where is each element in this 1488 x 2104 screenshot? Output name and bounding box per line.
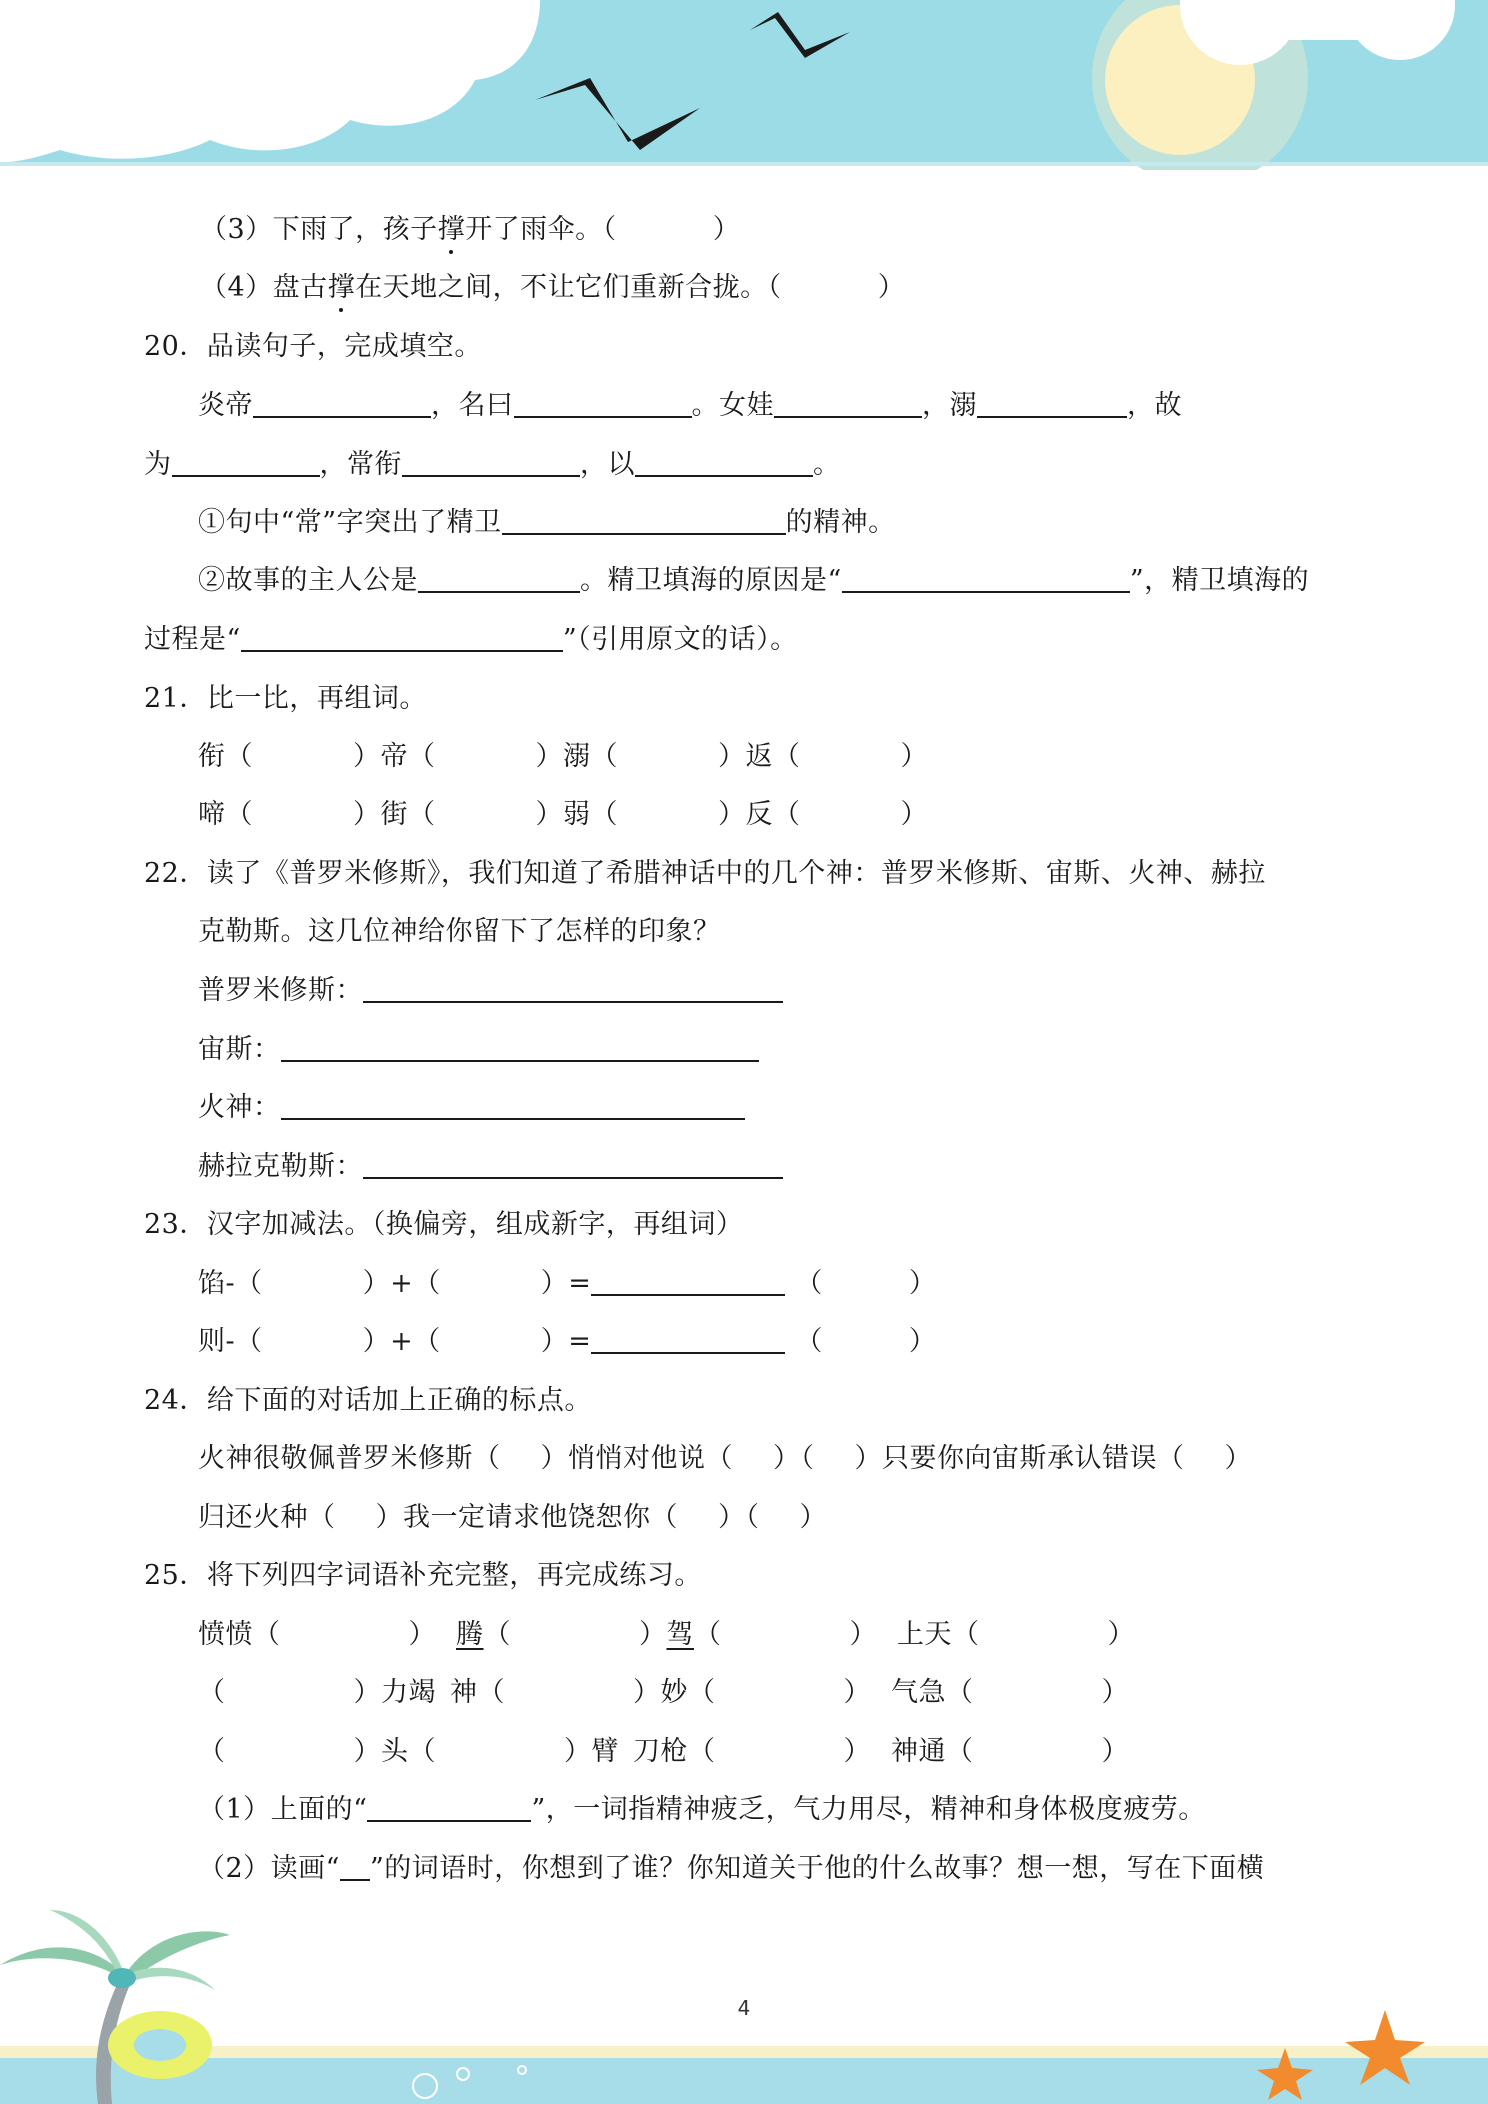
q25-sub-1: （1）上面的“ ”，一词指精神疲乏，气力用尽，精神和身体极度疲劳。 bbox=[198, 1794, 1206, 1825]
q22-answer-prometheus: 普罗米修斯： bbox=[198, 974, 783, 1008]
q20-line-1: 炎帝 ，名曰 。女娃 ，溺 ，故 bbox=[198, 390, 1182, 421]
q23-title: 23．汉字加减法。（换偏旁，组成新字，再组词） bbox=[144, 1209, 744, 1240]
swim-ring-icon bbox=[108, 2011, 212, 2079]
q24-line-1: 火神很敬佩普罗米修斯（ ）悄悄对他说（ ）（ ）只要你向宙斯承认错误（ ） bbox=[198, 1443, 1252, 1474]
q19-item-3: （3）下雨了，孩子撑开了雨伞。（ ） bbox=[200, 214, 741, 245]
q22-line-2: 克勒斯。这几位神给你留下了怎样的印象？ bbox=[198, 916, 721, 947]
q23-row-1: 馅-（ ）+（ ）= （ ） bbox=[198, 1268, 937, 1299]
q23-row-2: 则-（ ）+（ ）= （ ） bbox=[198, 1326, 937, 1357]
q25-row-2: （ ）力竭 神（ ）妙（ ） 气急（ ） bbox=[198, 1677, 1129, 1708]
footer-banner bbox=[0, 1880, 1488, 2104]
sand-band bbox=[0, 2046, 1488, 2058]
q24-line-2: 归还火种（ ）我一定请求他饶恕你（ ）（ ） bbox=[198, 1502, 827, 1533]
q24-title: 24．给下面的对话加上正确的标点。 bbox=[144, 1385, 592, 1416]
q25-sub-2: （2）读画“ ”的词语时，你想到了谁？你知道关于他的什么故事？想一想，写在下面横 bbox=[198, 1853, 1265, 1884]
q19-item-4: （4）盘古撑在天地之间，不让它们重新合拢。（ ） bbox=[200, 272, 906, 303]
q20-line-5: 过程是“ ”（引用原文的话）。 bbox=[144, 624, 798, 655]
page-number: 4 bbox=[737, 1996, 751, 2020]
sea-band bbox=[0, 2058, 1488, 2104]
q22-line-1: 22．读了《普罗米修斯》，我们知道了希腊神话中的几个神：普罗米修斯、宙斯、火神、赫拉 bbox=[144, 858, 1266, 889]
q25-row-1: 愤愤（ ） 腾（ ）驾（ ） 上天（ ） bbox=[198, 1619, 1135, 1650]
q20-line-3: ①句中“常”字突出了精卫 的精神。 bbox=[198, 507, 896, 538]
q21-row-1: 衔（ ）帝（ ）溺（ ）返（ ） bbox=[198, 741, 928, 772]
q20-title: 20．品读句子，完成填空。 bbox=[144, 331, 482, 362]
q22-answer-hercules: 赫拉克勒斯： bbox=[198, 1150, 783, 1184]
q20-line-2: 为 ，常衔 ，以 。 bbox=[144, 449, 841, 480]
q21-row-2: 啼（ ）街（ ）弱（ ）反（ ） bbox=[198, 799, 928, 830]
q22-answer-zeus: 宙斯： bbox=[198, 1033, 759, 1067]
q25-title: 25．将下列四字词语补充完整，再完成练习。 bbox=[144, 1560, 702, 1591]
q25-row-3: （ ）头（ ）臂 刀枪（ ） 神通（ ） bbox=[198, 1736, 1129, 1767]
q22-answer-fire-god: 火神： bbox=[198, 1091, 745, 1125]
q21-title: 21．比一比，再组词。 bbox=[144, 683, 427, 714]
q20-line-4: ②故事的主人公是 。精卫填海的原因是“ ”，精卫填海的 bbox=[198, 565, 1310, 596]
